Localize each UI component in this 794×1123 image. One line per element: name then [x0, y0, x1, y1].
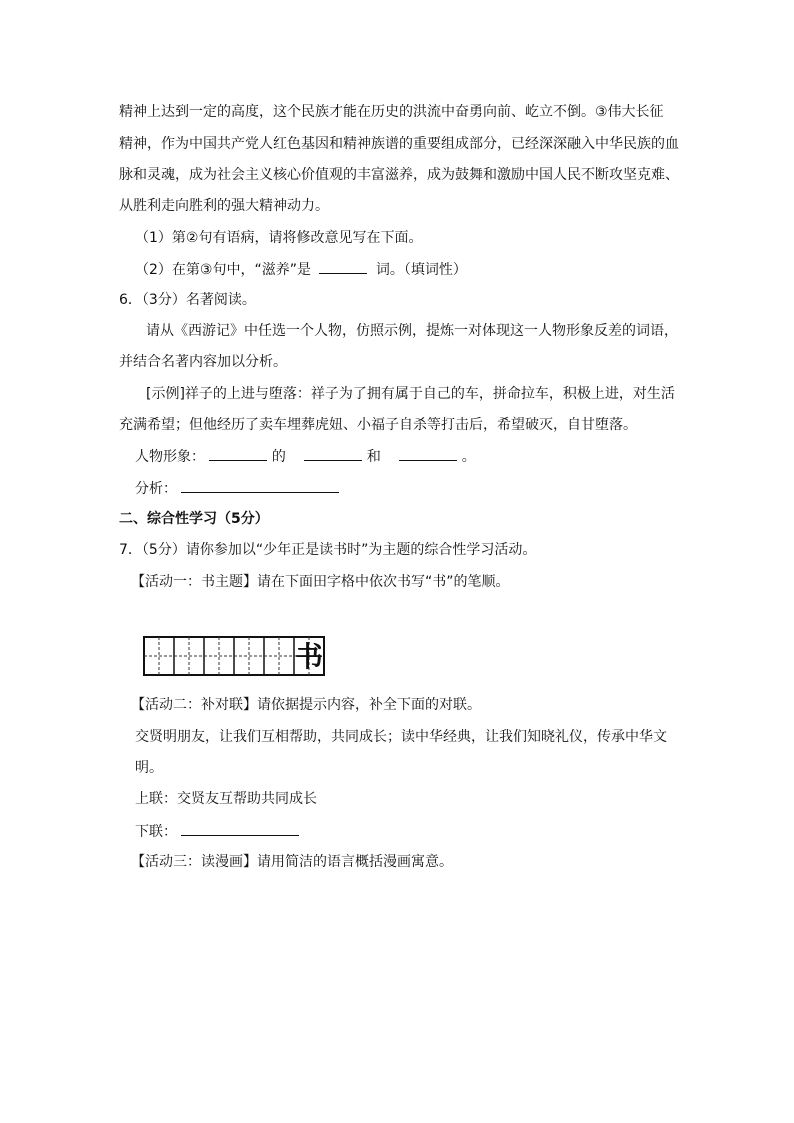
activity-1: 【活动一：书主题】请在下面田字格中依次书写“书”的笔顺。	[131, 574, 510, 590]
subquestion-2	[135, 259, 467, 280]
subquestion-2-suffix: 词。（填词性）	[375, 262, 467, 278]
question-intro: 请从《西游记》中任选一个人物，仿照示例，提炼一对体现这一人物形象反差的词语，	[146, 323, 678, 339]
answer-blank[interactable]	[304, 446, 362, 461]
answer-blank[interactable]	[209, 446, 267, 461]
example-text: [示例]祥子的上进与堕落：祥子为了拥有属于自己的车，拼命拉车，积极上进，对生活	[146, 386, 675, 402]
grid-character: 书	[294, 640, 324, 673]
analysis-line	[135, 478, 339, 499]
subquestion-2-prefix: （2）在第③句中，“滋养”是	[135, 262, 311, 278]
he-text: 和	[366, 449, 381, 465]
section-title: 二、综合性学习（5分）	[119, 511, 269, 527]
question-header: 6．（3分）名著阅读。	[119, 292, 256, 308]
lower-couplet-label: 下联：	[135, 824, 177, 840]
subquestion-1: （1）第②句有语病，请将修改意见写在下面。	[135, 230, 423, 246]
activity-3: 【活动三：读漫画】请用简洁的语言概括漫画寓意。	[131, 854, 453, 870]
hint-text: 明。	[135, 760, 163, 776]
question-intro: 并结合名著内容加以分析。	[119, 354, 287, 370]
lower-couplet-line	[135, 821, 299, 842]
person-image-line	[135, 446, 476, 467]
passage-line: 从胜利走向胜利的强大精神动力。	[119, 198, 329, 214]
answer-blank[interactable]	[399, 446, 457, 461]
person-image-label: 人物形象：	[135, 449, 205, 465]
analysis-label: 分析：	[135, 481, 177, 497]
tianzige-grid[interactable]	[143, 636, 325, 676]
de-text: 的	[271, 449, 286, 465]
example-text: 充满希望；但他经历了卖车埋葬虎妞、小福子自杀等打击后，希望破灭，自甘堕落。	[119, 417, 637, 433]
passage-line: 精神上达到一定的高度，这个民族才能在历史的洪流中奋勇向前、屹立不倒。③伟大长征	[119, 104, 664, 120]
passage-line: 脉和灵魂，成为社会主义核心价值观的丰富滋养，成为鼓舞和激励中国人民不断攻坚克难、	[119, 167, 679, 183]
answer-blank[interactable]	[181, 821, 299, 836]
upper-couplet: 上联：交贤友互帮助共同成长	[135, 791, 317, 807]
answer-blank[interactable]	[319, 259, 367, 274]
passage-line: 精神，作为中国共产党人红色基因和精神族谱的重要组成部分，已经深深融入中华民族的血	[119, 136, 679, 152]
period-text: 。	[461, 449, 476, 465]
question-header: 7．（5分）请你参加以“少年正是读书时”为主题的综合性学习活动。	[119, 542, 537, 558]
answer-blank[interactable]	[181, 478, 339, 493]
hint-text: 交贤明朋友，让我们互相帮助，共同成长；读中华经典，让我们知晓礼仪，传承中华文	[135, 729, 667, 745]
activity-2: 【活动二：补对联】请依据提示内容，补全下面的对联。	[131, 697, 481, 713]
